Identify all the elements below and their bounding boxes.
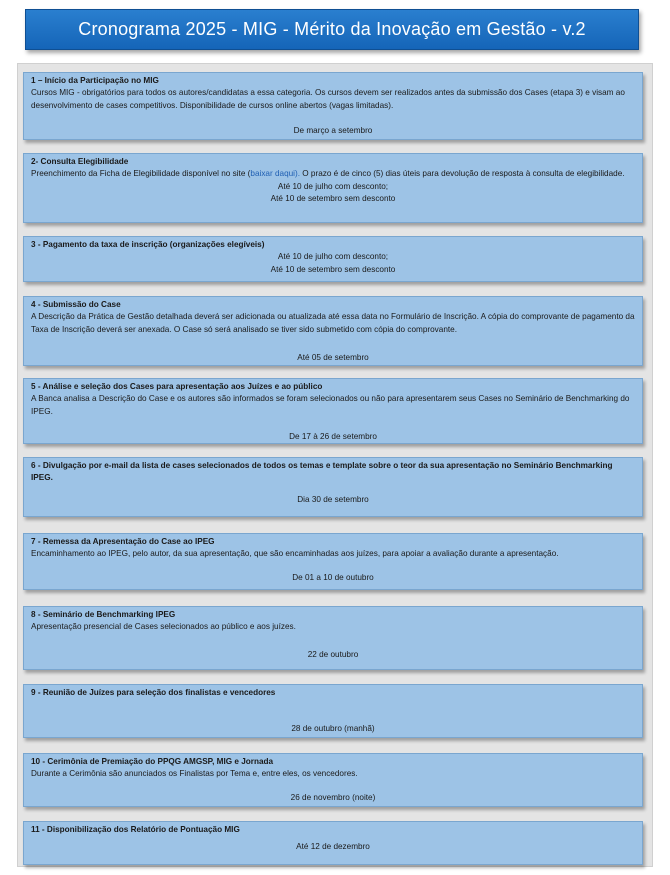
timeline-item-10	[23, 753, 643, 807]
item-title: 3 - Pagamento da taxa de inscrição (organizações elegíveis)	[31, 240, 265, 249]
item-title: 6 - Divulgação por e-mail da lista de cases selecionados de todos os temas e template sobre o teor da sua apresentação no Seminário Benchmarking IPEG.	[31, 461, 613, 483]
timeline-item-3	[23, 236, 643, 282]
item-title: 9 - Reunião de Juízes para seleção dos finalistas e vencedores	[31, 688, 276, 697]
item-date: De 17 à 26 de setembro	[289, 432, 377, 441]
item-date: Dia 30 de setembro	[297, 495, 369, 504]
item-date: Até 05 de setembro	[297, 353, 369, 362]
item-date: 26 de novembro (noite)	[290, 793, 376, 802]
timeline-item-11	[23, 821, 643, 865]
item-title: 1 – Início da Participação no MIG	[31, 76, 159, 85]
item-title: 4 - Submissão do Case	[31, 300, 121, 309]
item-date: 28 de outubro (manhã)	[291, 724, 375, 733]
item-date-line-2: Até 10 de setembro sem desconto	[270, 194, 396, 204]
item-date: De 01 a 10 de outubro	[292, 573, 374, 582]
item-date: De março a setembro	[293, 126, 373, 135]
download-link[interactable]: baixar daqui).	[250, 169, 300, 179]
item-date-line-2: Até 10 de setembro sem desconto	[270, 264, 396, 274]
item-description: Encaminhamento ao IPEG, pelo autor, da sua apresentação, que são encaminhadas aos juízes, para apoiar a avaliação durante a apresentação.	[31, 549, 559, 559]
item-date: Até 12 de dezembro	[296, 842, 370, 851]
page-title: Cronograma 2025 - MIG - Mérito da Inovação em Gestão - v.2	[25, 9, 639, 50]
item-description: A Banca analisa a Descrição do Case e os autores são informados se foram selecionados ou não para apresentarem seus Cases no Seminário de Benchmarking do IPEG.	[31, 394, 630, 416]
timeline-item-5	[23, 378, 643, 444]
timeline-item-6	[23, 457, 643, 517]
item-title: 10 - Cerimônia de Premiação do PPQG AMGSP, MIG e Jornada	[31, 757, 274, 766]
timeline-item-8	[23, 606, 643, 670]
item-description: Preenchimento da Ficha de Elegibilidade disponível no site (baixar daqui). O prazo é de cinco (5) dias úteis para devolução de resposta à consulta de elegibilidade.	[31, 169, 625, 179]
timeline-item-4	[23, 296, 643, 366]
item-title: 2- Consulta Elegibilidade	[31, 157, 129, 166]
item-date: 22 de outubro	[307, 650, 359, 659]
item-description: Durante a Cerimônia são anunciados os Finalistas por Tema e, entre eles, os vencedores.	[31, 769, 358, 779]
timeline-item-9	[23, 684, 643, 738]
timeline-item-1	[23, 72, 643, 140]
item-title: 11 - Disponibilização dos Relatório de Pontuação MIG	[31, 825, 240, 834]
timeline-item-2	[23, 153, 643, 223]
item-date-line-1: Até 10 de julho com desconto;	[277, 252, 389, 262]
item-title: 5 - Análise e seleção dos Cases para apresentação aos Juízes e ao público	[31, 382, 323, 391]
item-date-line-1: Até 10 de julho com desconto;	[277, 181, 389, 191]
item-title: 7 - Remessa da Apresentação do Case ao IPEG	[31, 537, 215, 546]
item-description: Apresentação presencial de Cases selecionados ao público e aos juízes.	[31, 622, 296, 632]
item-description: Cursos MIG - obrigatórios para todos os autores/candidatas a essa categoria. Os cursos devem ser realizados antes da submissão dos Cases (etapa 3) e visam ao desenvolvimento de cases competitivos. Disponibilidade de cursos online abertos (vagas limitadas).	[31, 88, 625, 110]
item-description: A Descrição da Prática de Gestão detalhada deverá ser adicionada ou atualizada até essa data no Formulário de Inscrição. A cópia do comprovante de pagamento da Taxa de Inscrição deverá ser anexada. O Case só será analisado se tiver sido submetido com cópia do comprovante.	[31, 312, 635, 334]
item-title: 8 - Seminário de Benchmarking IPEG	[31, 610, 176, 619]
timeline-item-7	[23, 533, 643, 590]
